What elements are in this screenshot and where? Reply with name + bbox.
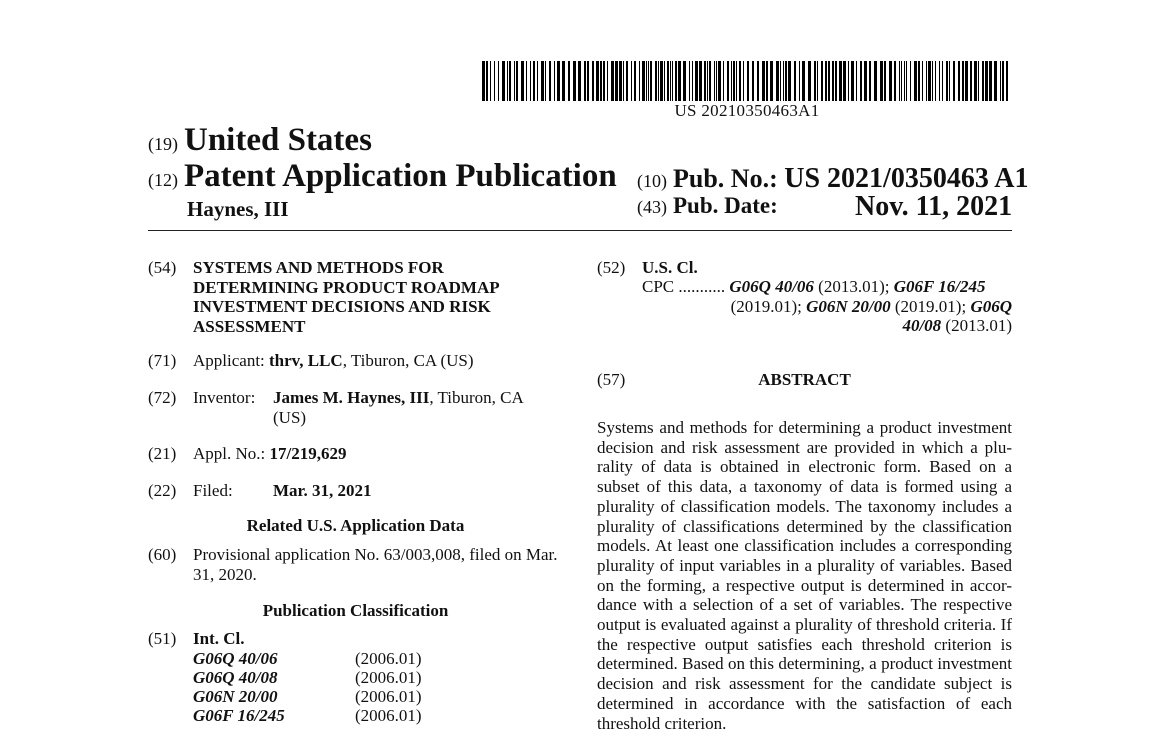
- barcode-bar: [699, 61, 702, 101]
- cpc-year: (2013.01): [941, 316, 1012, 335]
- title-line: SYSTEMS AND METHODS FOR: [193, 258, 444, 277]
- barcode-bar: [678, 61, 681, 101]
- cpc-prefix: CPC ...........: [642, 277, 726, 296]
- barcode-bar: [839, 61, 842, 101]
- cpc-year: (2019.01);: [730, 296, 807, 316]
- barcode-bar: [709, 61, 711, 101]
- intcl-label: Int. Cl.: [193, 629, 245, 648]
- barcode-bar: [1000, 61, 1001, 101]
- barcode-bar: [832, 61, 834, 101]
- intcl-year: (2006.01): [355, 667, 422, 687]
- barcode-bar: [658, 61, 659, 101]
- barcode-bar: [509, 61, 511, 101]
- barcode-bar: [667, 61, 669, 101]
- barcode-bar: [928, 61, 931, 101]
- barcode-bar: [549, 61, 551, 101]
- title-field: [148, 258, 588, 338]
- barcode-bar: [648, 61, 649, 101]
- cpc-year: (2013.01);: [813, 277, 894, 296]
- barcode-bar: [714, 61, 715, 101]
- uscl-code: (52): [597, 258, 626, 277]
- barcode-bar: [843, 61, 846, 101]
- barcode-bar: [794, 61, 796, 101]
- intcl-year: (2006.01): [355, 705, 422, 725]
- barcode-bar: [808, 61, 811, 101]
- barcode-bar: [860, 61, 862, 101]
- barcode-bar: [1002, 61, 1004, 101]
- barcode-bar: [799, 61, 800, 101]
- related-data-heading: Related U.S. Application Data: [246, 516, 465, 535]
- barcode-bar: [856, 61, 857, 101]
- barcode-bar: [603, 61, 605, 101]
- barcode-bar: [727, 61, 729, 101]
- barcode-bar: [537, 61, 538, 101]
- classification-heading: Publication Classification: [262, 601, 449, 620]
- barcode-bar: [762, 61, 765, 101]
- barcode-bar: [670, 61, 671, 101]
- barcode-bar: [642, 61, 645, 101]
- header-divider: [148, 230, 1012, 231]
- pub-date-label: Pub. Date:: [673, 193, 778, 218]
- barcode-bar: [894, 61, 896, 101]
- barcode-bar: [910, 61, 911, 101]
- barcode-bar: [562, 61, 565, 101]
- barcode-bar: [584, 61, 586, 101]
- barcode-bar: [949, 61, 950, 101]
- barcode-bar: [901, 61, 902, 101]
- barcode-bar: [736, 61, 737, 101]
- provisional-field: [148, 545, 588, 585]
- barcode-bar: [974, 61, 977, 101]
- title-line: INVESTMENT DECISIONS AND RISK: [193, 297, 491, 316]
- inventor-field: [148, 388, 588, 428]
- inventor-location: , Tiburon, CA: [429, 388, 524, 407]
- barcode-bar: [526, 61, 527, 101]
- barcode-bar: [514, 61, 515, 101]
- country-line: [148, 122, 372, 159]
- publication-type-line: [148, 158, 617, 195]
- barcode-bar: [906, 61, 907, 101]
- barcode-bar: [704, 61, 706, 101]
- barcode-bar: [942, 61, 943, 101]
- barcode-bar: [884, 61, 886, 101]
- cpc-year: (2019.01);: [890, 296, 971, 316]
- barcode-bar: [918, 61, 920, 101]
- applicant-location: , Tiburon, CA (US): [342, 351, 474, 370]
- barcode-image: [482, 61, 1012, 101]
- barcode-bar: [970, 61, 972, 101]
- barcode-bar: [486, 61, 488, 101]
- barcode-bar: [922, 61, 923, 101]
- intcl-class: G06F 16/245: [193, 705, 285, 725]
- title-line: ASSESSMENT: [193, 316, 306, 336]
- pub-type-code: (12): [148, 170, 178, 190]
- barcode-bar: [502, 61, 505, 101]
- pub-no-code: (10): [637, 171, 667, 191]
- barcode-bar: [516, 61, 518, 101]
- intcl-code: (51): [148, 629, 177, 648]
- barcode-bar: [780, 61, 781, 101]
- barcode-bar: [814, 61, 816, 101]
- barcode-bar: [1006, 61, 1008, 101]
- barcode-bar: [607, 61, 608, 101]
- barcode-bar: [946, 61, 948, 101]
- invention-title: [193, 258, 500, 336]
- barcode-bar: [631, 61, 632, 101]
- applicant-field: [148, 351, 588, 371]
- barcode-bar: [939, 61, 940, 101]
- inventor-country: (US): [273, 407, 307, 427]
- barcode-bar: [982, 61, 984, 101]
- barcode-bar: [899, 61, 900, 101]
- barcode-bar: [743, 61, 744, 101]
- barcode-bar: [541, 61, 544, 101]
- pub-type: Patent Application Publication: [184, 158, 617, 194]
- barcode-bar: [619, 61, 622, 101]
- barcode-bar: [788, 61, 791, 101]
- barcode-bar: [545, 61, 546, 101]
- pub-date-line: [637, 191, 1013, 222]
- table-row: [193, 706, 422, 725]
- applicant-name: thrv, LLC: [269, 351, 343, 370]
- barcode-bar: [578, 61, 581, 101]
- barcode-bar: [615, 61, 618, 101]
- barcode-bar: [978, 61, 979, 101]
- barcode-bar: [994, 61, 997, 101]
- barcode-bar: [498, 61, 499, 101]
- barcode-bar: [932, 61, 933, 101]
- barcode-bar: [783, 61, 784, 101]
- barcode-bar: [874, 61, 877, 101]
- abstract-code: (57): [597, 370, 626, 389]
- barcode-bar: [530, 61, 531, 101]
- barcode-bar: [660, 61, 663, 101]
- header-inventor-name: Haynes, III: [187, 197, 289, 221]
- appl-number: 17/219,629: [269, 444, 347, 463]
- barcode-bar: [785, 61, 787, 101]
- cpc-class: G06Q 40/06: [729, 277, 814, 296]
- barcode-bar: [733, 61, 735, 101]
- barcode-bar: [965, 61, 968, 101]
- barcode-bar: [770, 61, 773, 101]
- barcode-bar: [914, 61, 917, 101]
- barcode-bar: [889, 61, 892, 101]
- country-code: (19): [148, 134, 178, 154]
- barcode-bar: [821, 61, 823, 101]
- provisional-code: (60): [148, 545, 177, 564]
- barcode-bar: [568, 61, 570, 101]
- table-row: [193, 649, 422, 668]
- us-cl-field: [597, 258, 1012, 278]
- barcode-bar: [683, 61, 686, 101]
- barcode-bar: [828, 61, 830, 101]
- barcode-bar: [731, 61, 732, 101]
- filed-date: Mar. 31, 2021: [273, 481, 372, 500]
- barcode-bar: [757, 61, 759, 101]
- barcode-bar: [723, 61, 724, 101]
- barcode-bar: [848, 61, 849, 101]
- barcode-bar: [962, 61, 964, 101]
- country-name: United States: [184, 122, 372, 158]
- intcl-class: G06Q 40/08: [193, 667, 278, 687]
- barcode-bar: [869, 61, 871, 101]
- int-cl-table: [193, 649, 422, 725]
- barcode-bar: [835, 61, 837, 101]
- abstract-heading-line: [597, 370, 1012, 390]
- pub-no-label: Pub. No.:: [673, 164, 778, 193]
- barcode-bar: [482, 61, 485, 101]
- barcode-bar: [573, 61, 576, 101]
- barcode-bar: [557, 61, 560, 101]
- barcode-bar: [675, 61, 677, 101]
- appl-code: (21): [148, 444, 177, 463]
- intcl-class: G06Q 40/06: [193, 648, 278, 668]
- applicant-code: (71): [148, 351, 177, 370]
- barcode-bar: [521, 61, 524, 101]
- barcode-bar: [626, 61, 628, 101]
- cpc-class: G06Q: [970, 296, 1012, 316]
- cpc-class: 40/08: [902, 316, 942, 335]
- barcode-bar: [958, 61, 960, 101]
- barcode-bar: [592, 61, 594, 101]
- pub-date-code: (43): [637, 197, 667, 217]
- uscl-label: U.S. Cl.: [642, 258, 698, 277]
- barcode-number: US 20210350463A1: [674, 101, 820, 120]
- barcode-bar: [904, 61, 905, 101]
- barcode-bar: [747, 61, 749, 101]
- barcode-bar: [718, 61, 721, 101]
- filed-code: (22): [148, 481, 177, 500]
- barcode-bar: [817, 61, 818, 101]
- barcode-bar: [623, 61, 624, 101]
- barcode-bar: [639, 61, 640, 101]
- inventor-label: Inventor:: [193, 388, 256, 407]
- barcode-bar: [596, 61, 599, 101]
- barcode-bar: [650, 61, 652, 101]
- title-code: (54): [148, 258, 177, 277]
- barcode-bar: [587, 61, 589, 101]
- barcode-bar: [490, 61, 491, 101]
- barcode-bar: [989, 61, 992, 101]
- table-row: [193, 668, 422, 687]
- barcode-bar: [533, 61, 535, 101]
- barcode-bar: [646, 61, 647, 101]
- inventor-name: James M. Haynes, III: [273, 388, 430, 407]
- barcode-bar: [664, 61, 665, 101]
- applicant-label: Applicant:: [193, 351, 265, 370]
- filed-label: Filed:: [193, 481, 233, 500]
- intcl-year: (2006.01): [355, 686, 422, 706]
- barcode-bar: [672, 61, 673, 101]
- barcode-bar: [851, 61, 854, 101]
- table-row: [193, 687, 422, 706]
- barcode-bar: [926, 61, 927, 101]
- abstract-text: Systems and methods for determining a product investment decision and risk assessment are provided in which a plu-rality of data is obtained in electronic form. Based on a subset of this data, a taxonomy of data is formed using a plurality of classification models. The taxonomy includes a plurality of classifications determined by the classification models. At least one classification includes a corresponding plurality of input variables in a plurality of variables. Based on the forming, a respective output is determined in accor-dance with a selection of a set of variables. The respective output is evaluated against a plurality of threshold criteria. If the respective output satisfies each threshold criterion is determined. Based on this determining, a product investment decision and risk assessment for the candidate subject is determined in accordance with the satisfaction of each threshold criterion.: [597, 418, 1012, 733]
- barcode-bar: [494, 61, 495, 101]
- barcode-bar: [802, 61, 805, 101]
- barcode-bar: [692, 61, 693, 101]
- abstract-heading: ABSTRACT: [758, 370, 851, 389]
- barcode-bar: [752, 61, 754, 101]
- pub-date-value: Nov. 11, 2021: [855, 191, 1013, 222]
- barcode-bar: [716, 61, 717, 101]
- cpc-class: G06N 20/00: [806, 296, 891, 316]
- appl-no-field: [148, 444, 588, 464]
- barcode-bar: [695, 61, 698, 101]
- intcl-class: G06N 20/00: [193, 686, 278, 706]
- barcode-bar: [600, 61, 602, 101]
- barcode-bar: [707, 61, 708, 101]
- barcode-bar: [864, 61, 867, 101]
- cpc-class: G06F 16/245: [893, 277, 986, 296]
- barcode-bar: [507, 61, 508, 101]
- filed-field: [148, 481, 588, 501]
- barcode-bar: [880, 61, 883, 101]
- int-cl-field: [148, 629, 588, 729]
- barcode-bar: [776, 61, 779, 101]
- barcode-bar: [739, 61, 741, 101]
- appl-label: Appl. No.:: [193, 444, 266, 463]
- intcl-year: (2006.01): [355, 648, 422, 668]
- provisional-text: Provisional application No. 63/003,008, filed on Mar.: [193, 545, 558, 564]
- barcode-bar: [766, 61, 768, 101]
- barcode-bar: [689, 61, 690, 101]
- barcode-bar: [611, 61, 614, 101]
- title-line: DETERMINING PRODUCT ROADMAP: [193, 277, 500, 297]
- barcode-bar: [655, 61, 657, 101]
- barcode-bar: [634, 61, 636, 101]
- cpc-classes: [642, 277, 1012, 337]
- pub-no-value: US 2021/0350463 A1: [784, 163, 1029, 194]
- provisional-text: 31, 2020.: [193, 564, 257, 584]
- inventor-code: (72): [148, 388, 177, 407]
- barcode-bar: [825, 61, 827, 101]
- barcode-bar: [953, 61, 955, 101]
- barcode-bar: [554, 61, 555, 101]
- barcode-bar: [935, 61, 936, 101]
- barcode-bar: [985, 61, 988, 101]
